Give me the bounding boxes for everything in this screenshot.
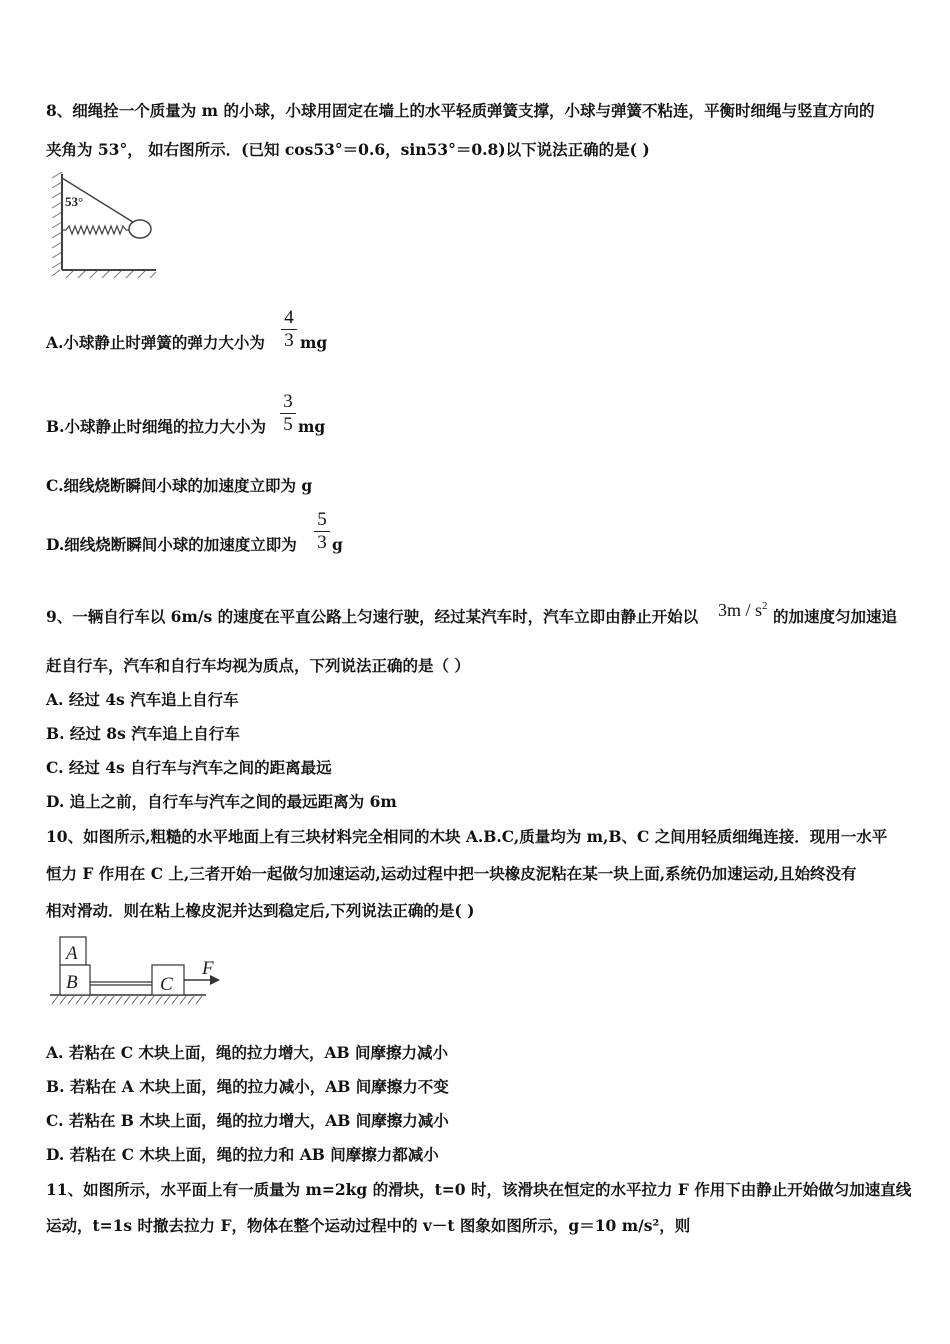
q8-stem-line2: 夹角为 53°， 如右图所示．(已知 cos53°＝0.6，sin53°＝0.8)以下说法正确的是( ) [46,140,650,159]
q10-stem-line3: 相对滑动．则在粘上橡皮泥并达到稳定后,下列说法正确的是( ) [46,901,475,920]
q11-stem-line1: 11、如图所示，水平面上有一质量为 m=2kg 的滑块，t=0 时，该滑块在恒定的水平拉力 F 作用下由静止开始做匀加速直线 [46,1180,912,1199]
label-f: F [202,958,214,979]
label-b: B [66,972,78,993]
q8-option-a: A.小球静止时弹簧的弹力大小为 [46,333,265,352]
q8-option-b-fraction: $\frac{3}{5}$ [280,391,296,436]
q10-stem-line2: 恒力 F 作用在 C 上,三者开始一起做匀加速运动,运动过程中把一块橡皮泥粘在某一块上面,系统仍加速运动,且始终没有 [46,864,857,883]
label-a: A [66,943,78,964]
q10-figure-blocks [46,934,226,1008]
q8-option-d-fraction: $\frac{5}{3}$ [314,509,330,554]
q9-stem-line1-end: 的加速度匀加速追 [773,607,898,626]
q9-stem-line2: 赶自行车，汽车和自行车均视为质点，下列说法正确的是（ ） [46,656,470,675]
q8-option-b-unit: mg [298,417,326,436]
q8-option-d-unit: g [332,535,343,554]
q11-stem-line2: 运动，t=1s 时撤去拉力 F，物体在整个运动过程中的 v－t 图象如图所示，g＝10 m/s²，则 [46,1216,691,1235]
label-c: C [160,974,173,995]
q10-option-c: C. 若粘在 B 木块上面，绳的拉力增大，AB 间摩擦力减小 [46,1111,449,1130]
q10-option-d: D. 若粘在 C 木块上面，绳的拉力和 AB 间摩擦力都减小 [46,1145,439,1164]
q9-option-b: B. 经过 8s 汽车追上自行车 [46,724,240,743]
q10-option-a: A. 若粘在 C 木块上面，绳的拉力增大，AB 间摩擦力减小 [46,1043,448,1062]
q8-option-a-fraction: $\frac{4}{3}$ [281,307,297,352]
q8-option-d: D.细线烧断瞬间小球的加速度立即为 [46,535,297,554]
q9-option-a: A. 经过 4s 汽车追上自行车 [46,690,239,709]
q8-option-b: B.小球静止时细绳的拉力大小为 [46,417,266,436]
q8-option-c: C.细线烧断瞬间小球的加速度立即为 g [46,476,313,495]
q8-stem-line1: 8、细绳拴一个质量为 m 的小球，小球用固定在墙上的水平轻质弹簧支撑，小球与弹簧不粘连，平衡时细绳与竖直方向的 [46,101,875,120]
q9-option-d: D. 追上之前，自行车与汽车之间的最远距离为 6m [46,792,397,811]
q9-stem-line1: 9、一辆自行车以 6m/s 的速度在平直公路上匀速行驶，经过某汽车时，汽车立即由静止开始以 [46,607,699,626]
q8-figure-spring-ball [44,172,160,284]
q10-option-b: B. 若粘在 A 木块上面，绳的拉力减小，AB 间摩擦力不变 [46,1077,449,1096]
q9-option-c: C. 经过 4s 自行车与汽车之间的距离最远 [46,758,332,777]
q9-acceleration: $3m / s^2$ [718,600,768,620]
q8-option-a-unit: mg [300,333,328,352]
q10-stem-line1: 10、如图所示,粗糙的水平地面上有三块材料完全相同的木块 A.B.C,质量均为 m,B、C 之间用轻质细绳连接．现用一水平 [46,827,888,846]
q8-angle-label: 53° [65,194,84,209]
